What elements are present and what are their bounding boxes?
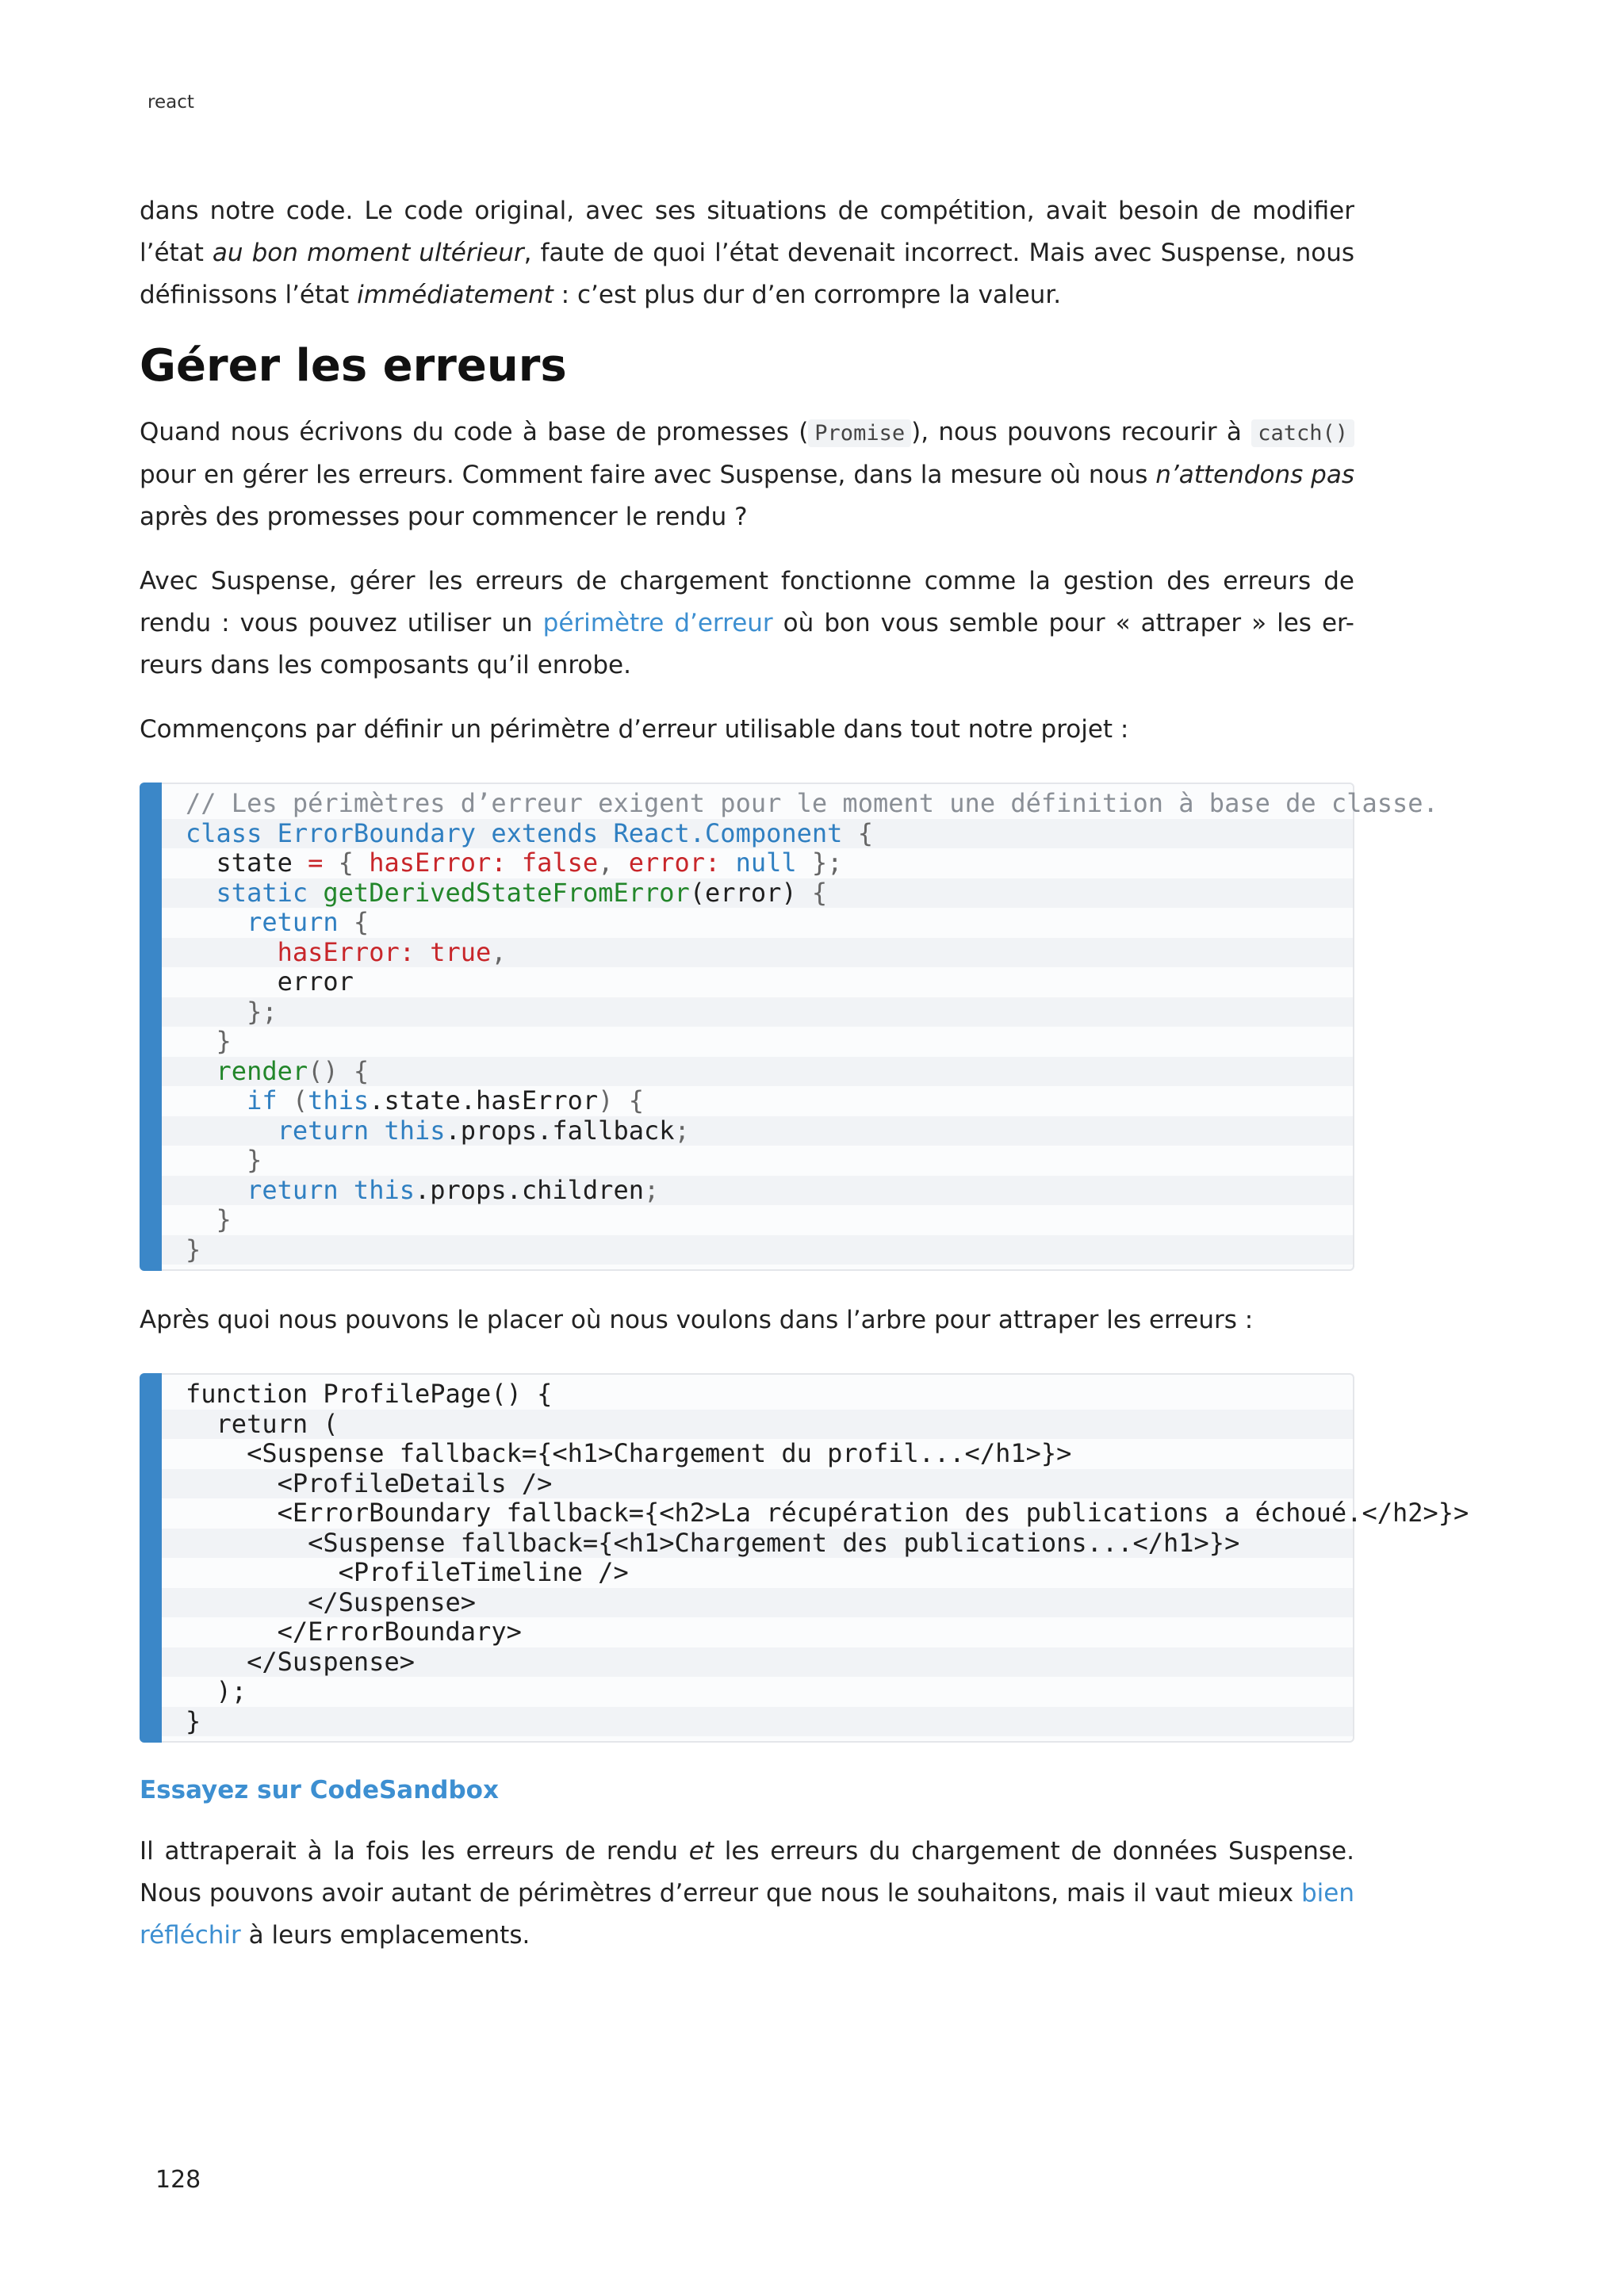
- code-line: }: [141, 1707, 1353, 1737]
- inline-code-catch: catch(): [1251, 419, 1354, 447]
- code-line: if (this.state.hasError) {: [247, 1085, 644, 1115]
- paragraph-conclusion: Il attraperait à la fois les erreurs de rendu et les erreurs du chargement de données Suspense. Nous pouvons avoir autant de périmètres d’erreur que nous le souhaitons, mais il vaut mieux bien réfléchir à leurs emplacements.: [140, 1837, 1354, 1950]
- paragraph-error-boundary: Avec Suspense, gérer les erreurs de chargement fonctionne comme la gestion des erreurs de rendu : vous pouvez utiliser un périmètre d’erreur où bon vous semble pour « attraper » les er-reurs dans les composants qu’il enrobe.: [140, 567, 1354, 679]
- code-line: }: [247, 1145, 262, 1175]
- paragraph-promises: Quand nous écrivons du code à base de promesses ( Promise ), nous pouvons recourir à catch() pour en gérer les erreurs. Comment faire avec Suspense, dans la mesure où nous n’attendons pas après des promesses pour commencer le rendu ?: [140, 418, 1355, 531]
- code-line: </Suspense>: [141, 1647, 1353, 1678]
- code-line: hasError: true,: [141, 938, 1353, 968]
- code-line: </Suspense>: [141, 1588, 1353, 1618]
- code-line: <Suspense fallback={<h1>Chargement du profil...</h1>}>: [186, 1438, 1072, 1468]
- code-line: class ErrorBoundary extends React.Component {: [141, 819, 1353, 849]
- code-line: <Suspense fallback={<h1>Chargement des publications...</h1>}>: [141, 1529, 1353, 1559]
- section-title: Gérer les erreurs: [140, 340, 567, 392]
- code-line: }: [141, 1235, 1353, 1265]
- code-line: <ErrorBoundary fallback={<h2>La récupération des publications a échoué.</h2>}>: [186, 1498, 1469, 1528]
- running-header: react: [147, 92, 194, 113]
- code-line: }: [216, 1204, 232, 1234]
- code-block-accent-bar: [140, 783, 162, 1271]
- code-line: <ProfileDetails />: [141, 1469, 1353, 1499]
- code-line: </ErrorBoundary>: [186, 1617, 522, 1647]
- inline-code-promise: Promise: [808, 419, 911, 447]
- code-line: return this.props.children;: [141, 1176, 1353, 1206]
- code-line: };: [141, 997, 1353, 1027]
- codesandbox-link[interactable]: Essayez sur CodeSandbox: [140, 1776, 499, 1804]
- code-line: <ProfileTimeline />: [186, 1557, 629, 1587]
- code-line: static getDerivedStateFromError(error) {: [141, 878, 1353, 909]
- code-line: );: [186, 1676, 247, 1706]
- code-line: function ProfilePage() {: [186, 1379, 553, 1409]
- think-carefully-link[interactable]: bien réfléchir: [140, 1879, 1354, 1950]
- code-line: }: [216, 1026, 232, 1056]
- code-line: render() {: [141, 1057, 1353, 1087]
- sandbox-paragraph: [140, 1770, 1354, 1812]
- page-content: [140, 190, 1469, 1979]
- page-number: 128: [155, 2166, 201, 2194]
- code-line: error: [277, 966, 354, 997]
- paragraph-place: Après quoi nous pouvons le placer où nous voulons dans l’arbre pour attraper les erreurs :: [140, 1306, 1254, 1334]
- intro-paragraph: dans notre code. Le code original, avec ses situations de compétition, avait besoin de modifier l’état au bon moment ultérieur, faute de quoi l’état devenait incorrect. Mais avec Suspense, nous définissons l’état immédiatement : c’est plus dur d’en corrompre la valeur.: [140, 197, 1354, 309]
- code-block-profile-page: [140, 1373, 1469, 1743]
- code-line: return {: [247, 907, 370, 937]
- code-block-error-boundary: [140, 783, 1438, 1271]
- code-line: return (: [141, 1410, 1353, 1440]
- code-block-accent-bar: [140, 1373, 162, 1743]
- error-boundary-link[interactable]: périmètre d’erreur: [542, 609, 773, 637]
- code-line: // Les périmètres d’erreur exigent pour le moment une définition à base de classe.: [186, 788, 1438, 818]
- paragraph-define: Commençons par définir un périmètre d’erreur utilisable dans tout notre projet :: [140, 715, 1129, 744]
- code-line: return this.props.fallback;: [141, 1116, 1353, 1146]
- code-line: state = { hasError: false, error: null };: [216, 848, 843, 878]
